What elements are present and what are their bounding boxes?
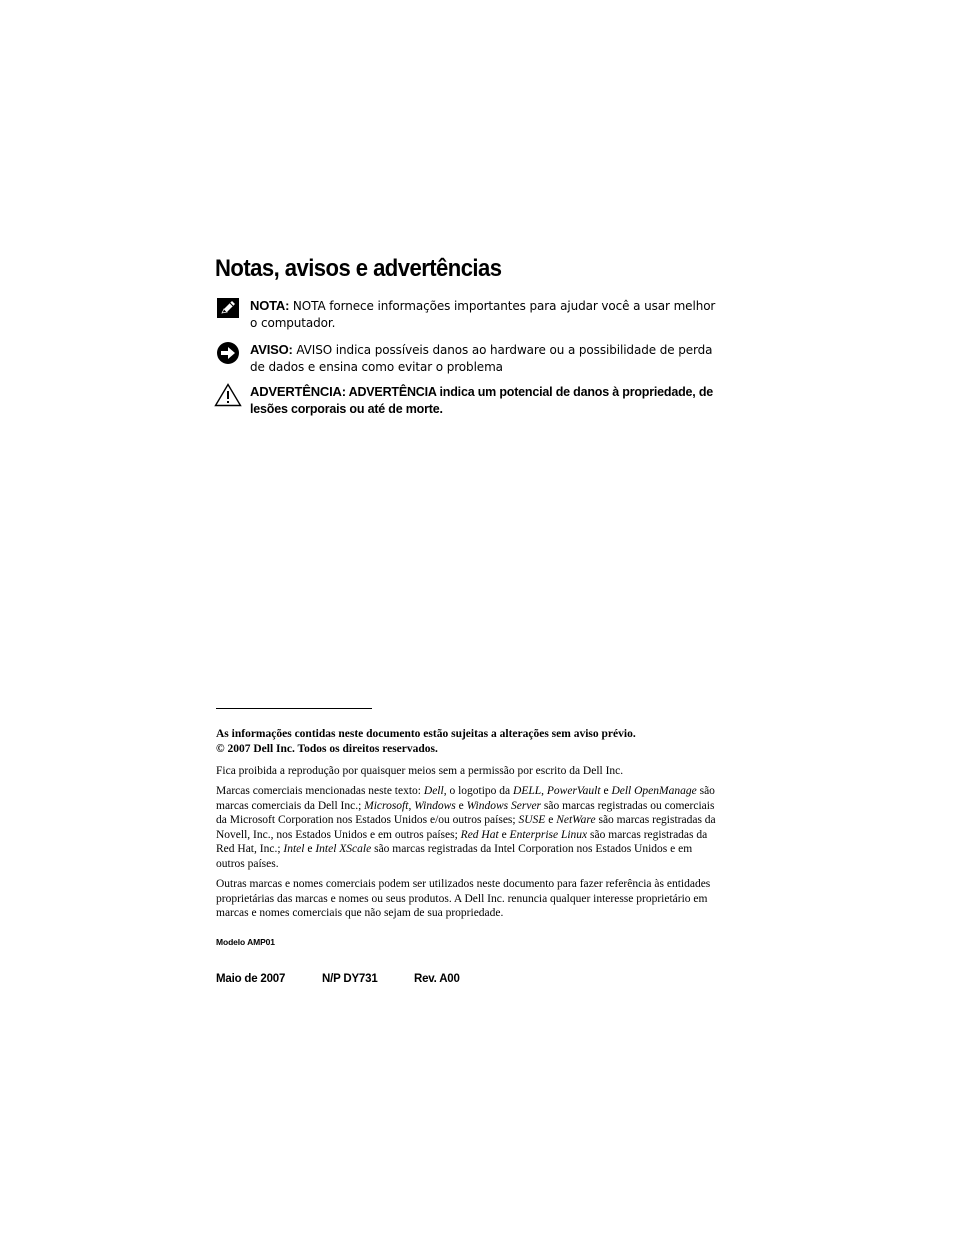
copyright-line: © 2007 Dell Inc. Todos os direitos reservados. <box>216 742 438 755</box>
reproduction-notice: Fica proibida a reprodução por quaisquer meios sem a permissão por escrito da Dell Inc. <box>216 765 624 777</box>
trademarks-paragraph: Marcas comerciais mencionadas neste texto: Dell, o logotipo da DELL, PowerVault e Dell OpenManage são marcas comerciais da Dell Inc.; Microsoft, Windows e Windows Server são marcas registradas ou comerciais da Microsoft Corporation nos Estados Unidos e/ou outros países; SUSE e NetWare são marcas registradas da Novell, Inc., nos Estados Unidos e em outros países; Red Hat e Enterprise Linux são marcas registradas da Red Hat, Inc.; Intel e Intel XScale são marcas registradas da Intel Corporation nos Estados Unidos e em outros países. <box>216 785 716 870</box>
footer-date: Maio de 2007 <box>216 973 286 985</box>
note-nota <box>216 297 716 337</box>
note-nota-text: NOTA fornece informações importantes para ajudar você a usar melhor o computador. <box>250 299 716 330</box>
other-marks-paragraph: Outras marcas e nomes comerciais podem ser utilizados neste documento para fazer referência às entidades proprietárias das marcas e nomes ou seus produtos. A Dell Inc. renuncia qualquer interesse proprietário em marcas e nomes comerciais que não sejam de sua propriedade. <box>216 878 711 919</box>
note-nota-label: NOTA: <box>250 298 290 313</box>
model-number: Modelo AMP01 <box>216 937 275 947</box>
arrow-circle-icon <box>216 341 242 365</box>
note-aviso <box>216 341 716 381</box>
page-title: Notas, avisos e advertências <box>215 255 502 282</box>
warning-triangle-icon <box>214 383 240 407</box>
pencil-note-icon <box>216 297 242 321</box>
divider-line <box>216 708 372 709</box>
note-aviso-text: AVISO indica possíveis danos ao hardware ou a possibilidade de perda de dados e ensina como evitar o problema <box>250 343 713 374</box>
note-advertencia-label: ADVERTÊNCIA: <box>250 384 346 399</box>
note-advertencia <box>216 383 716 423</box>
notice-line-1: As informações contidas neste documento estão sujeitas a alterações sem aviso prévio. <box>216 728 636 740</box>
footer-part-number: N/P DY731 <box>322 973 378 985</box>
legal-notice <box>216 727 716 756</box>
footer-revision: Rev. A00 <box>414 973 460 985</box>
note-advertencia-text: ADVERTÊNCIA indica um potencial de danos à propriedade, de lesões corporais ou até de morte. <box>250 385 714 416</box>
note-aviso-label: AVISO: <box>250 342 293 357</box>
